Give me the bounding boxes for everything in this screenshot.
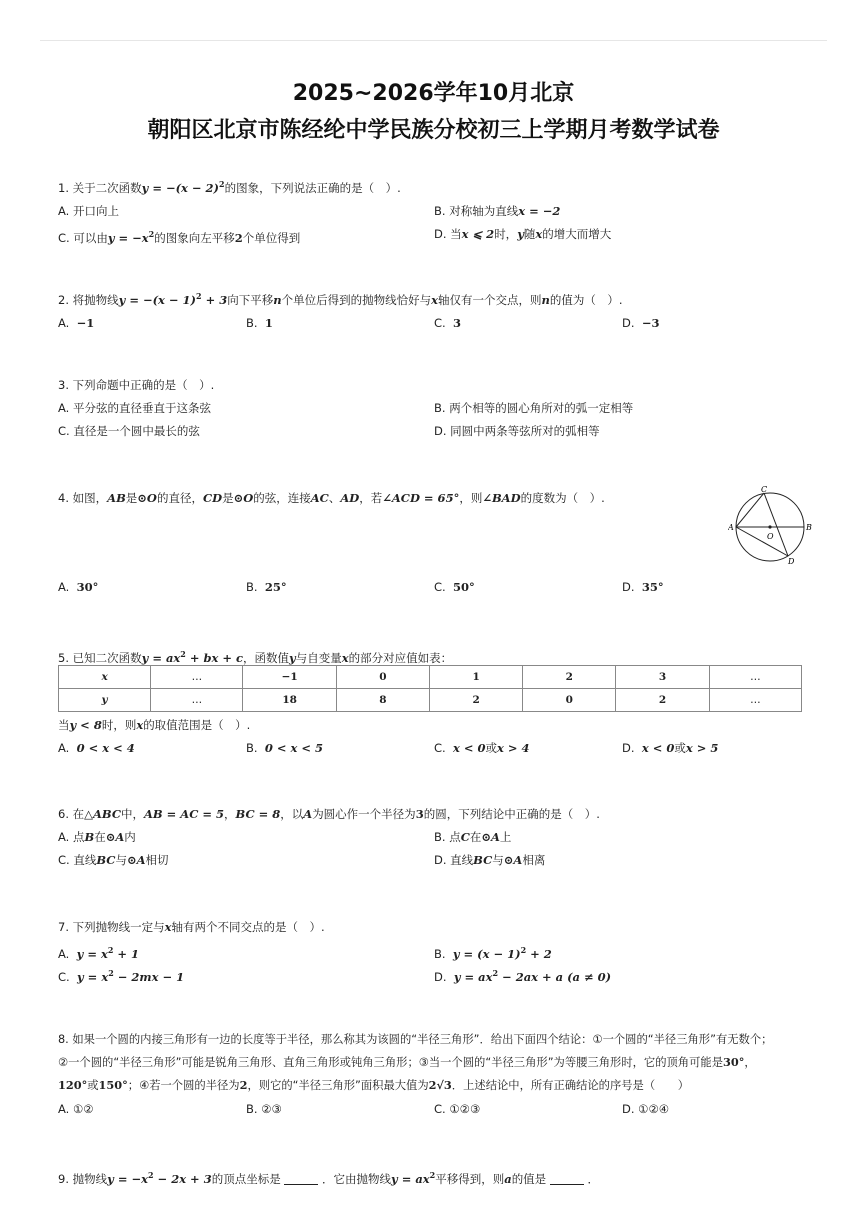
question-7-option-d[interactable]: D. $y = ax^2 - 2ax + a$ (a ≠ 0) — [434, 968, 612, 984]
question-2 — [58, 288, 808, 330]
question-8-option-b[interactable]: B. ②③ — [246, 1102, 282, 1116]
question-5-option-a[interactable]: A. 0 < x < 4 — [58, 741, 135, 755]
table-cell: 0 — [336, 666, 429, 689]
question-2-option-c[interactable]: C. 3 — [434, 315, 462, 330]
question-2-stem: 2. 将抛物线$y = -(x - 1)^2 + 3$向下平移n个单位后得到的抛物线恰好与x轴仅有一个交点，则n的值为（ ）. — [58, 291, 623, 307]
exam-title-line2: 朝阳区北京市陈经纶中学民族分校初三上学期月考数学试卷 — [147, 118, 720, 143]
question-3-stem: 3. 下列命题中正确的是（ ）. — [58, 378, 215, 392]
question-8 — [58, 1028, 806, 1116]
question-8-option-c[interactable]: C. ①②③ — [434, 1102, 481, 1116]
question-7-option-b[interactable]: B. $y = (x - 1)^2 + 2$ — [434, 945, 552, 961]
question-4 — [58, 490, 808, 594]
question-7-option-c[interactable]: C. $y = x^2 - 2mx - 1$ — [58, 968, 185, 984]
question-2-option-a[interactable]: A. −1 — [58, 315, 95, 330]
table-cell: 8 — [336, 689, 429, 712]
table-cell: x — [59, 666, 151, 689]
question-6-option-d[interactable]: D. 直线BC与⊙A相离 — [434, 853, 546, 867]
question-6-stem: 6. 在△ABC中，AB = AC = 5，BC = 8，以A为圆心作一个半径为3的圆，下列结论中正确的是（ ）. — [58, 807, 600, 821]
question-3-option-c[interactable]: C. 直径是一个圆中最长的弦 — [58, 424, 200, 438]
question-1-option-c[interactable]: C. 可以由$y = -x^2$的图象向左平移2个单位得到 — [58, 228, 301, 245]
question-1-option-b[interactable]: B. 对称轴为直线x = −2 — [434, 203, 561, 218]
table-cell: … — [151, 666, 243, 689]
label-o: O — [767, 532, 774, 541]
label-a: A — [728, 523, 734, 532]
question-9-stem: 9. 抛物线$y = -x^2 - 2x + 3$的顶点坐标是 ．它由抛物线$y = ax^2$平移得到，则a的值是 ． — [58, 1170, 599, 1186]
label-b: B — [806, 523, 812, 532]
question-3-option-b[interactable]: B. 两个相等的圆心角所对的弧一定相等 — [434, 401, 634, 415]
table-cell: 18 — [243, 689, 336, 712]
question-6-option-a[interactable]: A. 点B在⊙A内 — [58, 830, 136, 844]
answer-blank-1[interactable] — [284, 1172, 318, 1185]
question-8-option-d[interactable]: D. ①②④ — [622, 1102, 670, 1116]
question-6-option-c[interactable]: C. 直线BC与⊙A相切 — [58, 853, 169, 867]
value-table — [58, 665, 802, 712]
table-cell: 2 — [430, 689, 523, 712]
top-divider — [40, 40, 827, 41]
question-1-option-a[interactable]: A. 开口向上 — [58, 203, 119, 218]
question-4-stem: 4. 如图，AB是⊙O的直径，CD是⊙O的弦，连接AC、AD，若∠ACD = 65°，则∠BAD的度数为（ ）. — [58, 491, 605, 505]
question-6 — [58, 806, 808, 867]
question-1-option-d[interactable]: D. 当x ⩽ 2时，y随x的增大而增大 — [434, 226, 612, 241]
question-9 — [58, 1167, 808, 1187]
question-5-option-c[interactable]: C. x < 0或x > 4 — [434, 741, 530, 755]
segment-ad — [736, 527, 788, 556]
question-3-option-a[interactable]: A. 平分弦的直径垂直于这条弦 — [58, 401, 211, 415]
label-c: C — [761, 485, 768, 494]
question-5-stem: 5. 已知二次函数$y = ax^2$ + bx + c，函数值y与自变量x的部分对应值如表： — [58, 649, 453, 665]
question-7 — [58, 919, 808, 984]
table-cell: 3 — [616, 666, 709, 689]
table-cell: 2 — [616, 689, 709, 712]
circle-figure — [728, 484, 814, 566]
question-5-option-b[interactable]: B. 0 < x < 5 — [246, 741, 324, 755]
table-cell: −1 — [243, 666, 336, 689]
table-row — [59, 689, 802, 712]
question-1-stem: 1. 关于二次函数$y = -(x - 2)^2$的图象，下列说法正确的是（ ）. — [58, 179, 401, 195]
table-cell: 1 — [430, 666, 523, 689]
question-4-option-b[interactable]: B. 25° — [246, 580, 287, 594]
table-cell: … — [151, 689, 243, 712]
question-1 — [58, 176, 808, 245]
question-4-option-a[interactable]: A. 30° — [58, 580, 99, 594]
question-7-stem: 7. 下列抛物线一定与x轴有两个不同交点的是（ ）. — [58, 920, 325, 934]
question-4-option-d[interactable]: D. 35° — [622, 580, 664, 594]
table-cell: y — [59, 689, 151, 712]
question-2-option-d[interactable]: D. −3 — [622, 315, 660, 330]
question-3-option-d[interactable]: D. 同圆中两条等弦所对的弧相等 — [434, 424, 600, 438]
table-cell: 2 — [523, 666, 616, 689]
question-5-option-d[interactable]: D. x < 0或x > 5 — [622, 741, 719, 755]
chord-cd — [764, 493, 788, 556]
question-6-option-b[interactable]: B. 点C在⊙A上 — [434, 830, 512, 844]
table-row — [59, 666, 802, 689]
question-7-option-a[interactable]: A. $y = x^2 + 1$ — [58, 945, 140, 961]
table-cell: 0 — [523, 689, 616, 712]
question-5 — [58, 646, 808, 666]
question-8-stem: 8. 如果一个圆的内接三角形有一边的长度等于半径，那么称其为该圆的“半径三角形”．给出下面四个结论：①一个圆的“半径三角形”有无数个； ②一个圆的“半径三角形”可能是锐角三角形、直角三角形或钝角三角形；③当一个圆的“半径三角形”为等腰三角形时，它的顶角可能是30°， 120°或150°；④若一个圆的半径为2，则它的“半径三角形”面积最大值为2√3．上述结论中，所有正确结论的序号是（ ） — [58, 1033, 773, 1092]
question-5-condition: 当y < 8时，则x的取值范围是（ ）. A. 0 < x < 4 B. 0 < x < 5 C. x < 0或x > 4 D. x < 0或x > 5 — [58, 718, 719, 755]
question-4-option-c[interactable]: C. 50° — [434, 580, 475, 594]
question-3 — [58, 377, 808, 438]
table-cell: … — [709, 689, 801, 712]
question-2-option-b[interactable]: B. 1 — [246, 315, 273, 330]
table-cell: … — [709, 666, 801, 689]
answer-blank-2[interactable] — [550, 1172, 584, 1185]
exam-title-line1: 2025~2026学年10月北京 — [292, 81, 575, 106]
label-d: D — [788, 557, 795, 566]
center-point — [768, 525, 771, 528]
question-8-option-a[interactable]: A. ①② — [58, 1102, 94, 1116]
